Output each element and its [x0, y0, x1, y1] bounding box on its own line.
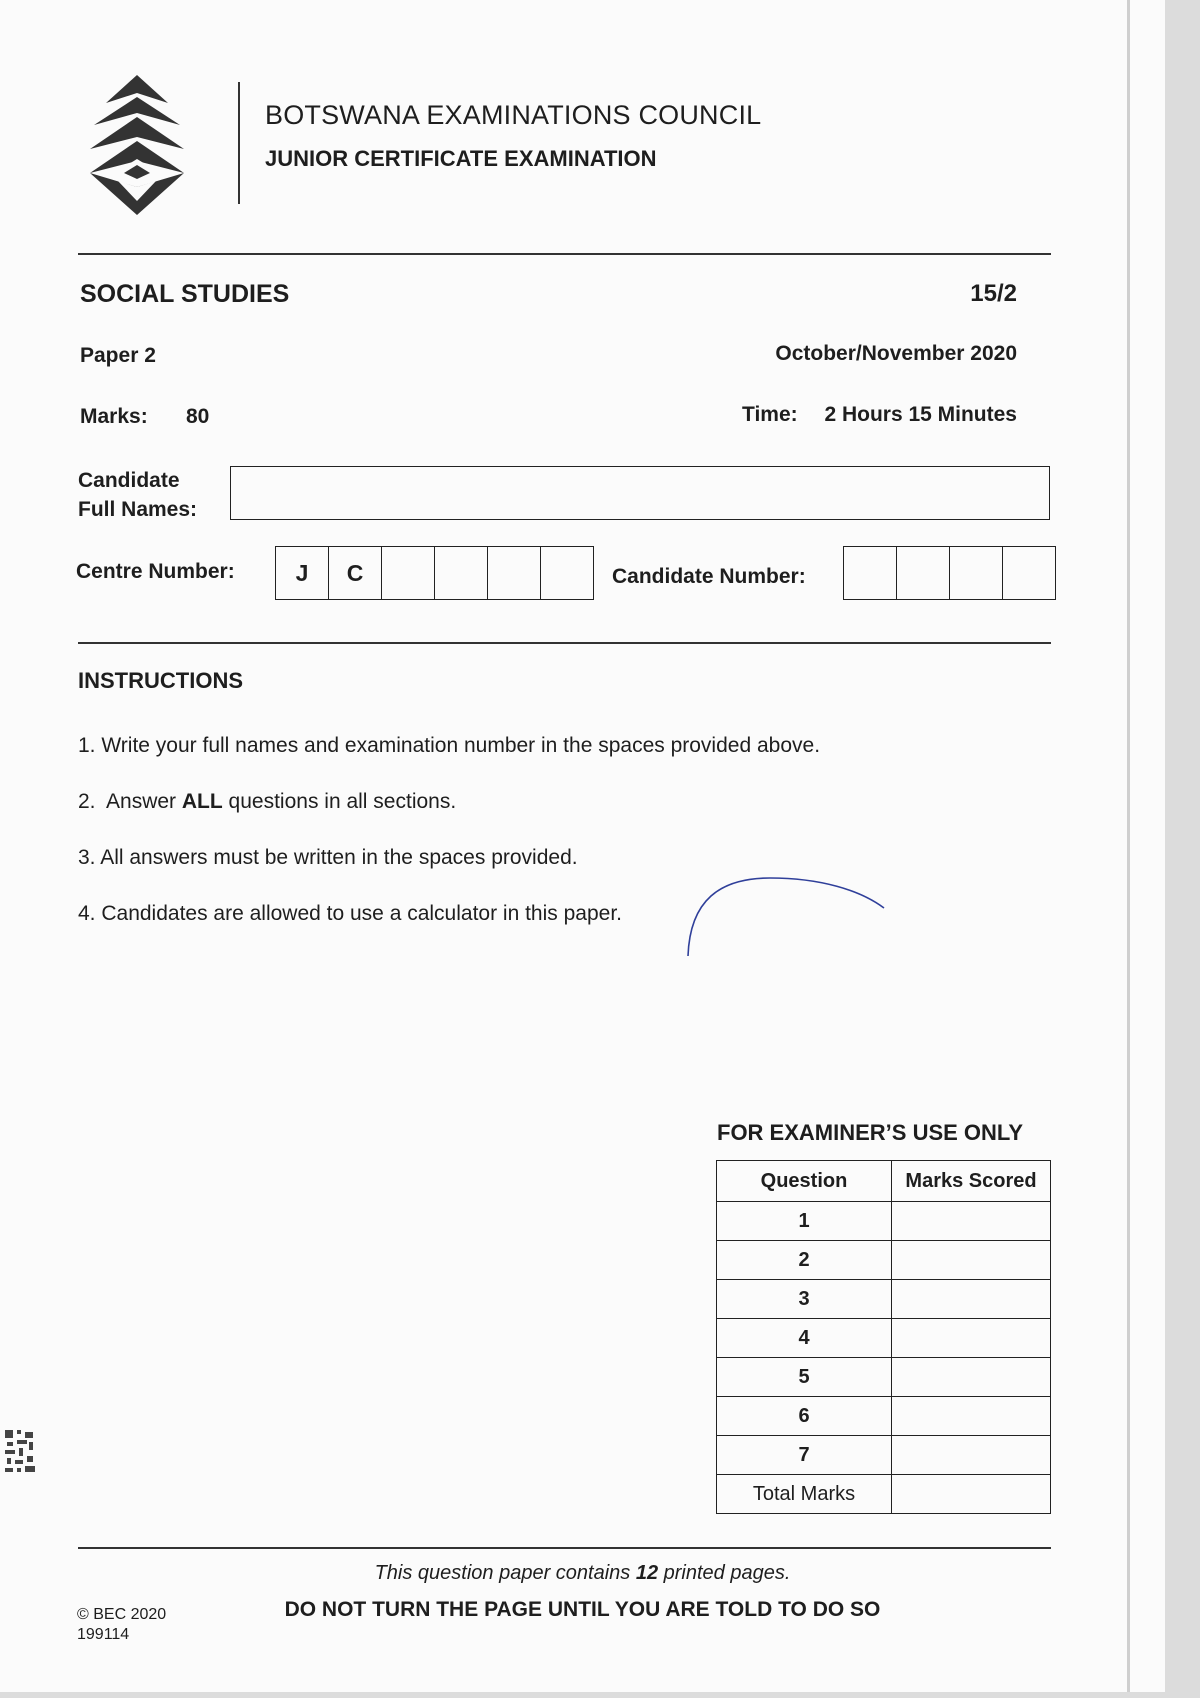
bottom-rule	[78, 1547, 1051, 1549]
marks-cell[interactable]	[892, 1436, 1051, 1475]
table-row	[717, 1241, 1051, 1280]
candidate-names-label	[78, 466, 197, 524]
marks-label: Marks:	[80, 405, 148, 428]
centre-number-field[interactable]	[275, 546, 594, 600]
question-number: 4	[717, 1319, 892, 1358]
exam-session: October/November 2020	[775, 342, 1017, 365]
marks-cell[interactable]	[892, 1319, 1051, 1358]
instruction-emphasis: ALL	[181, 790, 223, 813]
instruction-text: questions in all sections.	[222, 790, 457, 813]
note-text: printed pages.	[658, 1562, 791, 1584]
candidate-names-field[interactable]	[230, 466, 1050, 520]
centre-cell: C	[329, 547, 382, 599]
subject-title: SOCIAL STUDIES	[80, 280, 290, 308]
header-divider	[238, 82, 240, 204]
question-header: Question	[717, 1161, 892, 1202]
candidate-label-line1: Candidate	[78, 469, 180, 492]
marks-cell[interactable]	[892, 1397, 1051, 1436]
middle-rule	[78, 642, 1051, 644]
table-row	[717, 1202, 1051, 1241]
paper-label: Paper 2	[80, 344, 156, 367]
centre-cell: J	[276, 547, 329, 599]
candidate-number-field[interactable]	[843, 546, 1056, 600]
instruction-item: 3. All answers must be written in the spaces provided.	[78, 846, 578, 869]
table-row	[717, 1319, 1051, 1358]
exam-name: JUNIOR CERTIFICATE EXAMINATION	[265, 146, 657, 171]
page-edge	[1127, 0, 1130, 1692]
copyright-block	[77, 1605, 166, 1645]
candidate-number-label: Candidate Number:	[612, 565, 806, 588]
time-label: Time:	[742, 403, 798, 426]
question-number: 1	[717, 1202, 892, 1241]
centre-number-label: Centre Number:	[76, 560, 235, 583]
centre-cell[interactable]	[382, 547, 435, 599]
table-row	[717, 1397, 1051, 1436]
instruction-item: 1. Write your full names and examination number in the spaces provided above.	[78, 734, 821, 757]
candidate-cell[interactable]	[1003, 547, 1055, 599]
table-header-row	[717, 1161, 1051, 1202]
table-row	[717, 1280, 1051, 1319]
marks-cell[interactable]	[892, 1280, 1051, 1319]
pen-mark-icon	[660, 860, 900, 960]
total-marks-cell[interactable]	[892, 1475, 1051, 1514]
question-number: 2	[717, 1241, 892, 1280]
centre-cell[interactable]	[541, 547, 593, 599]
question-number: 7	[717, 1436, 892, 1475]
examiner-marks-table	[716, 1160, 1051, 1514]
candidate-label-line2: Full Names:	[78, 498, 198, 521]
centre-cell[interactable]	[488, 547, 541, 599]
instructions-title: INSTRUCTIONS	[78, 668, 243, 693]
examiner-title: FOR EXAMINER’S USE ONLY	[717, 1120, 1024, 1145]
total-row	[717, 1475, 1051, 1514]
question-number: 5	[717, 1358, 892, 1397]
note-text: This question paper contains	[374, 1562, 636, 1584]
top-rule	[78, 253, 1051, 255]
total-label: Total Marks	[717, 1475, 892, 1514]
marks-cell[interactable]	[892, 1241, 1051, 1280]
time-value: 2 Hours 15 Minutes	[824, 403, 1017, 426]
candidate-cell[interactable]	[950, 547, 1003, 599]
barcode-icon	[3, 1428, 37, 1474]
do-not-turn-warning: DO NOT TURN THE PAGE UNTIL YOU ARE TOLD TO DO SO	[284, 1598, 881, 1621]
bec-logo-icon	[88, 75, 186, 215]
document-number: 199114	[77, 1626, 130, 1643]
page-count-note	[0, 1562, 1165, 1585]
question-number: 6	[717, 1397, 892, 1436]
candidate-cell[interactable]	[897, 547, 950, 599]
table-row	[717, 1436, 1051, 1475]
council-name: BOTSWANA EXAMINATIONS COUNCIL	[265, 100, 762, 130]
instruction-item	[78, 790, 456, 814]
table-row	[717, 1358, 1051, 1397]
subject-code: 15/2	[970, 280, 1017, 307]
page-count: 12	[635, 1562, 659, 1584]
instruction-item: 4. Candidates are allowed to use a calculator in this paper.	[78, 902, 623, 925]
marks-value: 80	[186, 405, 210, 428]
marks-header: Marks Scored	[892, 1161, 1051, 1202]
candidate-cell[interactable]	[844, 547, 897, 599]
marks-cell[interactable]	[892, 1358, 1051, 1397]
question-number: 3	[717, 1280, 892, 1319]
centre-cell[interactable]	[435, 547, 488, 599]
marks-cell[interactable]	[892, 1202, 1051, 1241]
instruction-text: 2. Answer	[78, 790, 182, 813]
copyright-text: © BEC 2020	[77, 1606, 167, 1623]
